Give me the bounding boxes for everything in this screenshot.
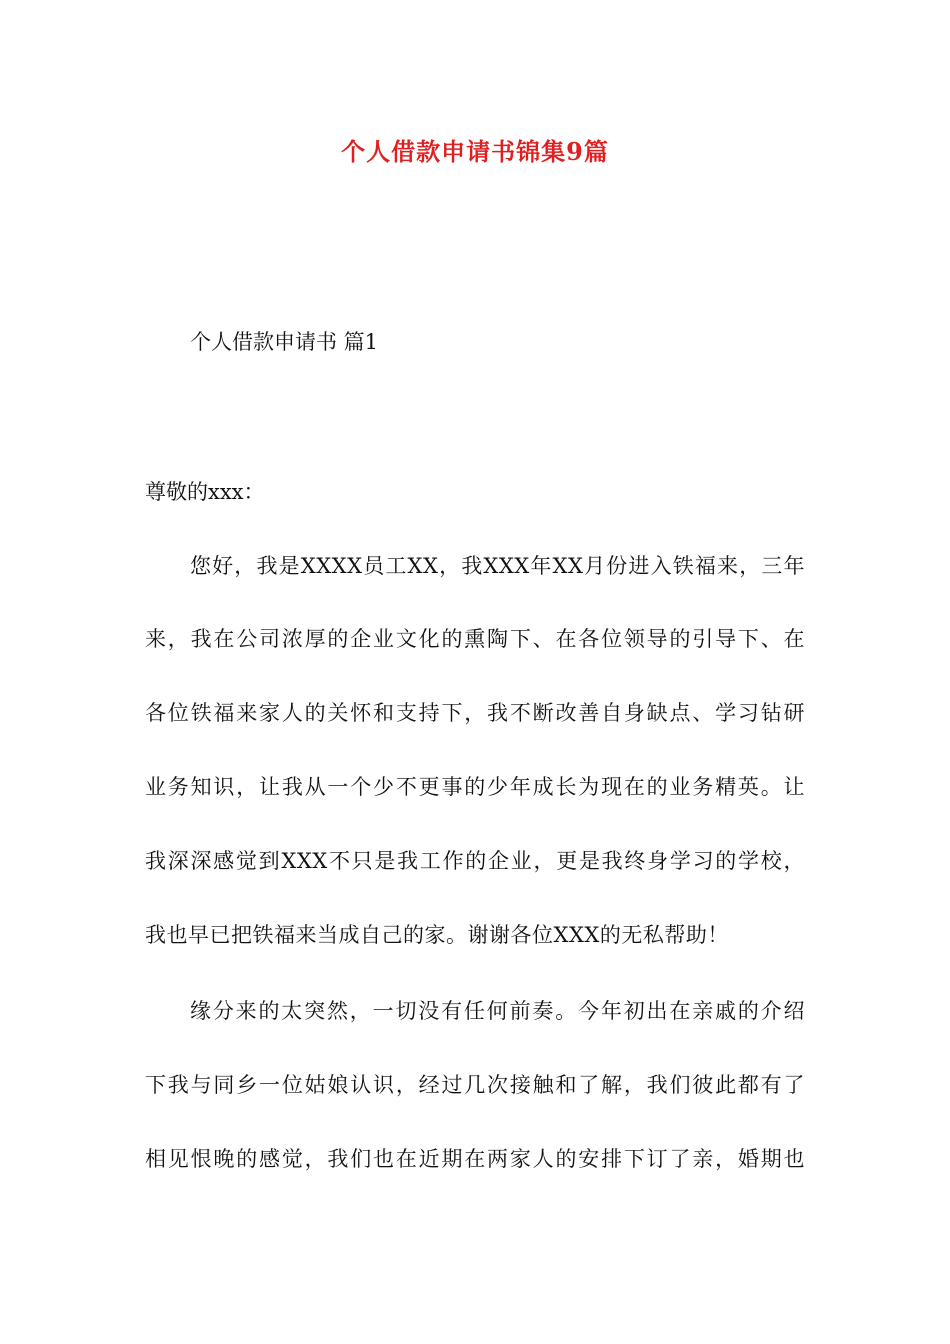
- paragraph-line: 各位铁福来家人的关怀和支持下，我不断改善自身缺点、学习钻研: [145, 701, 805, 725]
- paragraph-line: 我也早已把铁福来当成自己的家。谢谢各位XXX的无私帮助！: [145, 923, 729, 947]
- paragraph-line: 缘分来的太突然，一切没有任何前奏。今年初出在亲戚的介绍: [190, 999, 805, 1023]
- salutation: 尊敬的xxx：: [145, 480, 265, 504]
- paragraph-line: 相见恨晚的感觉，我们也在近期在两家人的安排下订了亲，婚期也: [145, 1147, 805, 1171]
- document-title: 个人借款申请书锦集9篇: [341, 137, 609, 166]
- paragraph-line: 业务知识，让我从一个少不更事的少年成长为现在的业务精英。让: [145, 775, 805, 799]
- paragraph-line: 下我与同乡一位姑娘认识，经过几次接触和了解，我们彼此都有了: [145, 1073, 805, 1097]
- section-heading: 个人借款申请书 篇1: [190, 330, 379, 354]
- paragraph-line: 我深深感觉到XXX不只是我工作的企业，更是我终身学习的学校，: [145, 849, 805, 873]
- paragraph-line: 您好，我是XXXX员工XX，我XXX年XX月份进入铁福来，三年: [190, 554, 805, 578]
- paragraph-line: 来，我在公司浓厚的企业文化的熏陶下、在各位领导的引导下、在: [145, 627, 805, 651]
